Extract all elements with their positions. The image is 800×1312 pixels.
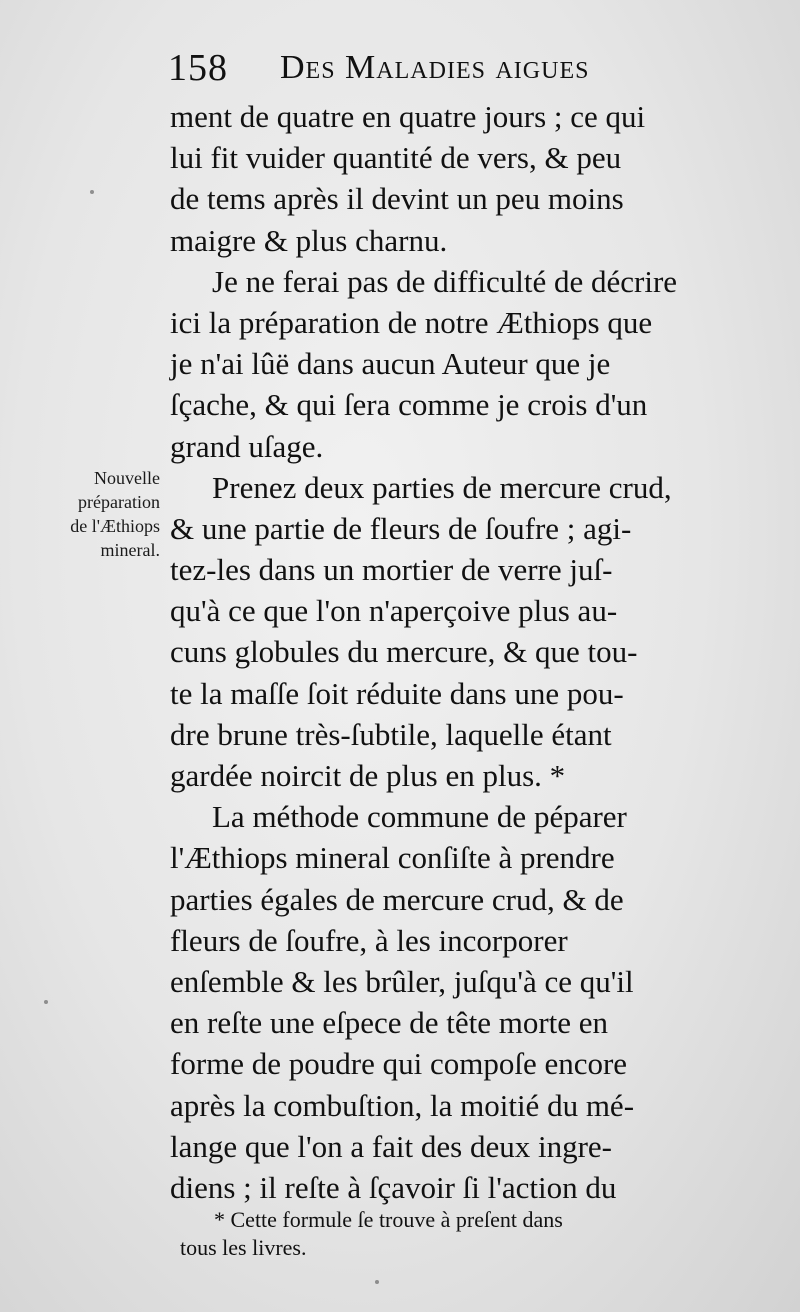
text-line: dre brune très-ſubtile, laquelle étant xyxy=(170,716,612,752)
text-line: je n'ai lûë dans aucun Auteur que je xyxy=(170,346,611,382)
marginal-note-line: de l'Æthiops xyxy=(70,516,160,536)
text-line: & une partie de fleurs de ſoufre ; agi- xyxy=(170,510,632,546)
running-title: Des Maladies aigues xyxy=(280,49,590,86)
paper-speck xyxy=(90,190,94,194)
text-line: diens ; il reſte à ſçavoir ſi l'action du xyxy=(170,1169,617,1205)
text-line: après la combuſtion, la moitié du mé- xyxy=(170,1087,635,1123)
paper-speck xyxy=(375,1280,379,1284)
marginal-note-line: préparation xyxy=(78,492,160,512)
text-line: enſemble & les brûler, juſqu'à ce qu'il xyxy=(170,963,634,999)
paragraph-start-line: Prenez deux parties de mercure crud, xyxy=(212,469,672,505)
paper-speck xyxy=(44,1000,48,1004)
footnote xyxy=(180,1206,760,1262)
text-line: parties égales de mercure crud, & de xyxy=(170,881,624,917)
marginal-note-line: Nouvelle xyxy=(94,468,160,488)
text-line: maigre & plus charnu. xyxy=(170,222,448,258)
footnote-line: * Cette formule ſe trouve à preſent dans xyxy=(214,1207,563,1232)
text-line: cuns globules du mercure, & que tou- xyxy=(170,634,638,670)
footnote-line: tous les livres. xyxy=(180,1235,307,1260)
page-number: 158 xyxy=(168,47,228,89)
text-line: en reſte une eſpece de tête morte en xyxy=(170,1005,609,1041)
text-line: lange que l'on a fait des deux ingre- xyxy=(170,1128,613,1164)
text-line: te la maſſe ſoit réduite dans une pou- xyxy=(170,675,624,711)
text-line: forme de poudre qui compoſe encore xyxy=(170,1046,628,1082)
text-line: de tems après il devint un peu moins xyxy=(170,181,624,217)
text-line: gardée noircit de plus en plus. * xyxy=(170,758,566,793)
paragraph-start-line: La méthode commune de péparer xyxy=(212,799,627,835)
text-line: ment de quatre en quatre jours ; ce qui xyxy=(170,99,646,134)
text-line: ici la préparation de notre Æthiops que xyxy=(170,304,653,340)
text-line: ſçache, & qui ſera comme je crois d'un xyxy=(170,387,648,423)
marginal-note-line: mineral. xyxy=(100,540,160,560)
paragraph-start-line: Je ne ferai pas de difficulté de décrire xyxy=(212,263,678,299)
main-text xyxy=(170,96,760,1208)
text-line: tez-les dans un mortier de verre juſ- xyxy=(170,552,613,588)
text-line: fleurs de ſoufre, à les incorporer xyxy=(170,922,568,958)
page-header xyxy=(168,44,688,92)
text-line: l'Æthiops mineral conſiſte à prendre xyxy=(170,840,615,876)
text-line: lui fit vuider quantité de vers, & peu xyxy=(170,140,622,176)
text-line: grand uſage. xyxy=(170,428,324,464)
marginal-note xyxy=(36,466,160,562)
text-line: qu'à ce que l'on n'aperçoive plus au- xyxy=(170,593,618,629)
